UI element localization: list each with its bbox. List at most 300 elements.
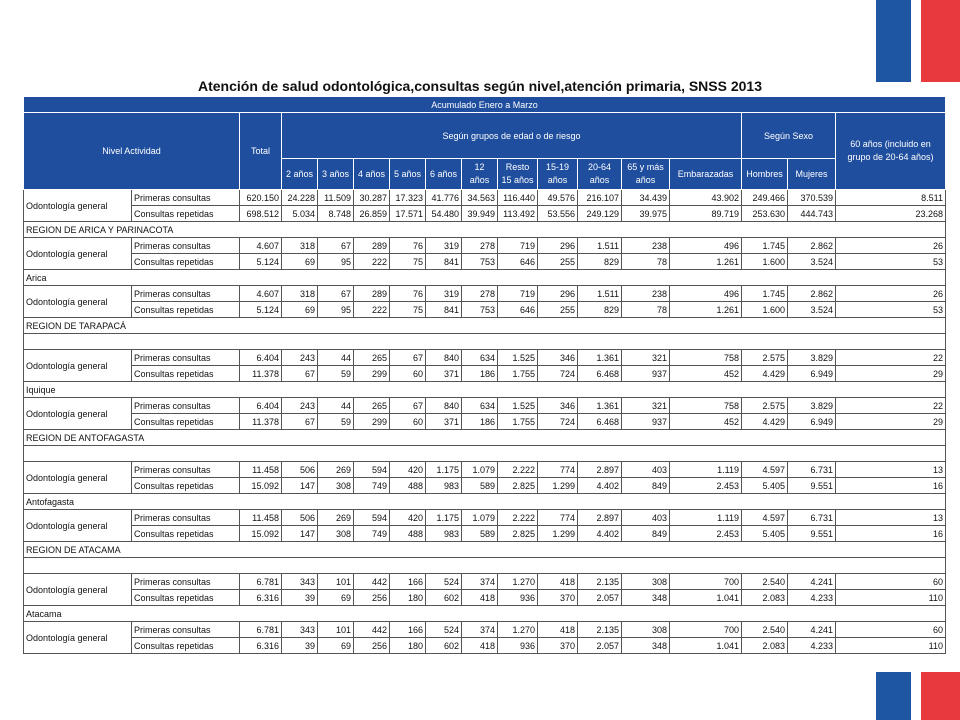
consultation-type-cell: Primeras consultas [132,238,240,254]
value-cell: 308 [622,574,670,590]
value-cell: 841 [426,302,462,318]
value-cell: 849 [622,526,670,542]
value-cell: 78 [622,302,670,318]
value-cell: 4.402 [578,478,622,494]
table-row [24,254,946,270]
value-cell: 318 [282,238,318,254]
value-cell: 166 [390,574,426,590]
consultation-type-cell: Primeras consultas [132,462,240,478]
data-table-container [23,96,941,654]
value-cell: 278 [462,238,498,254]
value-cell: 113.492 [498,206,538,222]
period-header: Acumulado Enero a Marzo [24,97,946,113]
age-column-header: 4 años [354,159,390,190]
table-row [24,286,946,302]
consultation-type-cell: Primeras consultas [132,350,240,366]
value-cell: 269 [318,510,354,526]
value-cell: 13 [836,510,946,526]
value-cell: 3.524 [788,302,836,318]
consultation-type-cell: Consultas repetidas [132,638,240,654]
value-cell: 67 [282,366,318,382]
value-cell: 49.576 [538,190,578,206]
value-cell: 296 [538,286,578,302]
age-column-header: 15-19 años [538,159,578,190]
consultation-type-cell: Consultas repetidas [132,206,240,222]
value-cell: 2.825 [498,478,538,494]
region-label: Antofagasta [24,494,946,510]
value-cell: 1.600 [742,254,788,270]
region-row [24,606,946,622]
value-cell: 1.755 [498,366,538,382]
value-cell: 75 [390,254,426,270]
value-cell: 39.975 [622,206,670,222]
value-cell: 753 [462,302,498,318]
value-cell: 1.079 [462,462,498,478]
region-label: Arica [24,270,946,286]
value-cell: 2.083 [742,638,788,654]
value-cell: 60 [836,574,946,590]
age-column-header: Embarazadas [670,159,742,190]
value-cell: 1.079 [462,510,498,526]
activity-group-cell: Odontología general [24,238,132,270]
value-cell: 60 [390,366,426,382]
value-cell: 67 [390,350,426,366]
value-cell: 69 [318,590,354,606]
value-cell: 6.781 [240,574,282,590]
value-cell: 420 [390,510,426,526]
blank-row [24,558,946,574]
consultation-type-cell: Consultas repetidas [132,414,240,430]
value-cell: 620.150 [240,190,282,206]
value-cell: 403 [622,462,670,478]
value-cell: 238 [622,238,670,254]
value-cell: 2.825 [498,526,538,542]
value-cell: 319 [426,286,462,302]
value-cell: 524 [426,622,462,638]
value-cell: 346 [538,398,578,414]
value-cell: 265 [354,398,390,414]
table-row [24,350,946,366]
value-cell: 719 [498,286,538,302]
value-cell: 849 [622,478,670,494]
value-cell: 1.361 [578,350,622,366]
value-cell: 6.731 [788,462,836,478]
value-cell: 6.404 [240,350,282,366]
value-cell: 321 [622,350,670,366]
value-cell: 11.458 [240,510,282,526]
value-cell: 2.135 [578,622,622,638]
consultation-type-cell: Primeras consultas [132,286,240,302]
value-cell: 67 [282,414,318,430]
value-cell: 69 [318,638,354,654]
value-cell: 60 [836,622,946,638]
value-cell: 1.175 [426,510,462,526]
value-cell: 2.057 [578,590,622,606]
table-row [24,510,946,526]
value-cell: 371 [426,366,462,382]
consultation-type-cell: Consultas repetidas [132,254,240,270]
value-cell: 442 [354,574,390,590]
value-cell: 95 [318,302,354,318]
value-cell: 589 [462,478,498,494]
value-cell: 54.480 [426,206,462,222]
value-cell: 774 [538,510,578,526]
value-cell: 249.466 [742,190,788,206]
value-cell: 936 [498,638,538,654]
value-cell: 1.299 [538,526,578,542]
value-cell: 76 [390,238,426,254]
value-cell: 2.540 [742,574,788,590]
value-cell: 840 [426,398,462,414]
value-cell: 348 [622,590,670,606]
value-cell: 6.949 [788,414,836,430]
consultation-type-cell: Primeras consultas [132,190,240,206]
value-cell: 374 [462,622,498,638]
value-cell: 6.468 [578,414,622,430]
value-cell: 496 [670,286,742,302]
value-cell: 67 [390,398,426,414]
value-cell: 983 [426,526,462,542]
value-cell: 370 [538,638,578,654]
value-cell: 4.241 [788,574,836,590]
activity-group-cell: Odontología general [24,510,132,542]
activity-group-cell: Odontología general [24,286,132,318]
value-cell: 243 [282,350,318,366]
page-title: Atención de salud odontológica,consultas según nivel,atención primaria, SNSS 2013 [197,78,763,94]
value-cell: 180 [390,638,426,654]
value-cell: 1.270 [498,574,538,590]
value-cell: 26.859 [354,206,390,222]
value-cell: 22 [836,350,946,366]
region-row [24,382,946,398]
value-cell: 343 [282,574,318,590]
value-cell: 69 [282,302,318,318]
value-cell: 753 [462,254,498,270]
value-cell: 44 [318,398,354,414]
value-cell: 59 [318,366,354,382]
value-cell: 39.949 [462,206,498,222]
value-cell: 420 [390,462,426,478]
value-cell: 370 [538,590,578,606]
activity-group-cell: Odontología general [24,622,132,654]
value-cell: 41.776 [426,190,462,206]
table-row [24,574,946,590]
value-cell: 186 [462,414,498,430]
flag-gap [911,672,921,720]
region-label: Iquique [24,382,946,398]
value-cell: 1.755 [498,414,538,430]
value-cell: 256 [354,590,390,606]
value-cell: 343 [282,622,318,638]
value-cell: 22 [836,398,946,414]
value-cell: 222 [354,302,390,318]
value-cell: 4.233 [788,590,836,606]
value-cell: 116.440 [498,190,538,206]
value-cell: 6.949 [788,366,836,382]
region-label: REGION DE ARICA Y PARINACOTA [24,222,946,238]
region-label: REGION DE ATACAMA [24,542,946,558]
table-row [24,398,946,414]
value-cell: 1.175 [426,462,462,478]
value-cell: 348 [622,638,670,654]
value-cell: 39 [282,590,318,606]
value-cell: 296 [538,238,578,254]
value-cell: 9.551 [788,526,836,542]
value-cell: 26 [836,286,946,302]
blank-cell [24,446,946,462]
value-cell: 9.551 [788,478,836,494]
value-cell: 17.323 [390,190,426,206]
value-cell: 249.129 [578,206,622,222]
value-cell: 39 [282,638,318,654]
consultation-type-cell: Primeras consultas [132,622,240,638]
value-cell: 34.563 [462,190,498,206]
value-cell: 2.575 [742,350,788,366]
value-cell: 1.745 [742,286,788,302]
value-cell: 253.630 [742,206,788,222]
value-cell: 418 [538,622,578,638]
value-cell: 24.228 [282,190,318,206]
activity-group-cell: Odontología general [24,398,132,430]
value-cell: 1.299 [538,478,578,494]
value-cell: 238 [622,286,670,302]
value-cell: 829 [578,254,622,270]
value-cell: 6.316 [240,638,282,654]
value-cell: 444.743 [788,206,836,222]
consultation-type-cell: Consultas repetidas [132,526,240,542]
value-cell: 180 [390,590,426,606]
value-cell: 346 [538,350,578,366]
value-cell: 698.512 [240,206,282,222]
value-cell: 506 [282,462,318,478]
value-cell: 308 [318,526,354,542]
nivel-actividad-header: Nivel Actividad [24,113,240,190]
value-cell: 147 [282,526,318,542]
value-cell: 724 [538,414,578,430]
value-cell: 29 [836,414,946,430]
value-cell: 69 [282,254,318,270]
consultation-type-cell: Primeras consultas [132,574,240,590]
value-cell: 719 [498,238,538,254]
value-cell: 53 [836,302,946,318]
value-cell: 403 [622,510,670,526]
value-cell: 222 [354,254,390,270]
value-cell: 2.862 [788,238,836,254]
value-cell: 11.458 [240,462,282,478]
age-column-header: 12 años [462,159,498,190]
value-cell: 3.829 [788,350,836,366]
value-cell: 749 [354,478,390,494]
table-row [24,526,946,542]
region-row [24,542,946,558]
age-column-header: 2 años [282,159,318,190]
sixty-years-header: 60 años (incluido en grupo de 20-64 años) [836,113,946,190]
value-cell: 646 [498,302,538,318]
value-cell: 299 [354,414,390,430]
value-cell: 243 [282,398,318,414]
value-cell: 11.509 [318,190,354,206]
table-row [24,366,946,382]
value-cell: 23.268 [836,206,946,222]
value-cell: 1.525 [498,350,538,366]
value-cell: 1.361 [578,398,622,414]
table-row [24,190,946,206]
value-cell: 147 [282,478,318,494]
value-cell: 418 [462,638,498,654]
consultation-type-cell: Consultas repetidas [132,478,240,494]
value-cell: 524 [426,574,462,590]
flag-gap [911,0,921,82]
value-cell: 1.261 [670,302,742,318]
age-column-header: 3 años [318,159,354,190]
value-cell: 89.719 [670,206,742,222]
value-cell: 319 [426,238,462,254]
value-cell: 374 [462,574,498,590]
value-cell: 95 [318,254,354,270]
value-cell: 11.378 [240,366,282,382]
value-cell: 774 [538,462,578,478]
value-cell: 1.525 [498,398,538,414]
total-header: Total [240,113,282,190]
value-cell: 6.731 [788,510,836,526]
value-cell: 4.233 [788,638,836,654]
value-cell: 506 [282,510,318,526]
region-row [24,430,946,446]
value-cell: 4.607 [240,238,282,254]
value-cell: 5.405 [742,526,788,542]
value-cell: 278 [462,286,498,302]
value-cell: 11.378 [240,414,282,430]
blank-row [24,446,946,462]
table-row [24,638,946,654]
value-cell: 308 [318,478,354,494]
value-cell: 2.222 [498,510,538,526]
value-cell: 255 [538,302,578,318]
table-row [24,590,946,606]
value-cell: 29 [836,366,946,382]
value-cell: 3.524 [788,254,836,270]
value-cell: 840 [426,350,462,366]
value-cell: 488 [390,478,426,494]
value-cell: 418 [462,590,498,606]
value-cell: 34.439 [622,190,670,206]
region-row [24,222,946,238]
value-cell: 2.453 [670,526,742,542]
consultation-type-cell: Consultas repetidas [132,302,240,318]
value-cell: 2.897 [578,462,622,478]
value-cell: 5.034 [282,206,318,222]
sex-column-header: Mujeres [788,159,836,190]
value-cell: 1.511 [578,238,622,254]
value-cell: 67 [318,238,354,254]
value-cell: 101 [318,574,354,590]
value-cell: 16 [836,478,946,494]
table-row [24,206,946,222]
value-cell: 289 [354,286,390,302]
value-cell: 2.453 [670,478,742,494]
value-cell: 26 [836,238,946,254]
value-cell: 841 [426,254,462,270]
value-cell: 2.897 [578,510,622,526]
activity-group-cell: Odontología general [24,350,132,382]
value-cell: 2.575 [742,398,788,414]
age-group-header: Según grupos de edad o de riesgo [282,113,742,159]
value-cell: 602 [426,590,462,606]
value-cell: 2.083 [742,590,788,606]
value-cell: 2.222 [498,462,538,478]
value-cell: 937 [622,366,670,382]
blank-cell [24,334,946,350]
value-cell: 749 [354,526,390,542]
blank-cell [24,558,946,574]
consultation-type-cell: Consultas repetidas [132,366,240,382]
value-cell: 371 [426,414,462,430]
value-cell: 370.539 [788,190,836,206]
value-cell: 1.270 [498,622,538,638]
table-row [24,302,946,318]
value-cell: 488 [390,526,426,542]
value-cell: 2.540 [742,622,788,638]
value-cell: 4.429 [742,414,788,430]
region-row [24,270,946,286]
value-cell: 166 [390,622,426,638]
value-cell: 594 [354,510,390,526]
value-cell: 936 [498,590,538,606]
value-cell: 1.745 [742,238,788,254]
sex-group-header: Según Sexo [742,113,836,159]
value-cell: 1.511 [578,286,622,302]
data-table [23,96,946,654]
consultation-type-cell: Primeras consultas [132,510,240,526]
value-cell: 634 [462,350,498,366]
value-cell: 6.468 [578,366,622,382]
value-cell: 78 [622,254,670,270]
flag-decoration-bottom [876,672,960,720]
consultation-type-cell: Consultas repetidas [132,590,240,606]
value-cell: 602 [426,638,462,654]
region-label: REGION DE ANTOFAGASTA [24,430,946,446]
table-row [24,238,946,254]
region-row [24,318,946,334]
flag-red-stripe [921,672,960,720]
value-cell: 1.041 [670,638,742,654]
value-cell: 6.781 [240,622,282,638]
value-cell: 594 [354,462,390,478]
value-cell: 758 [670,350,742,366]
value-cell: 30.287 [354,190,390,206]
value-cell: 4.597 [742,510,788,526]
value-cell: 59 [318,414,354,430]
value-cell: 983 [426,478,462,494]
value-cell: 321 [622,398,670,414]
value-cell: 265 [354,350,390,366]
value-cell: 4.597 [742,462,788,478]
value-cell: 53 [836,254,946,270]
value-cell: 452 [670,366,742,382]
value-cell: 1.119 [670,462,742,478]
value-cell: 4.429 [742,366,788,382]
value-cell: 17.571 [390,206,426,222]
value-cell: 299 [354,366,390,382]
value-cell: 255 [538,254,578,270]
value-cell: 318 [282,286,318,302]
region-label: Atacama [24,606,946,622]
value-cell: 8.511 [836,190,946,206]
value-cell: 16 [836,526,946,542]
blank-row [24,334,946,350]
flag-decoration-top [876,0,960,82]
value-cell: 442 [354,622,390,638]
